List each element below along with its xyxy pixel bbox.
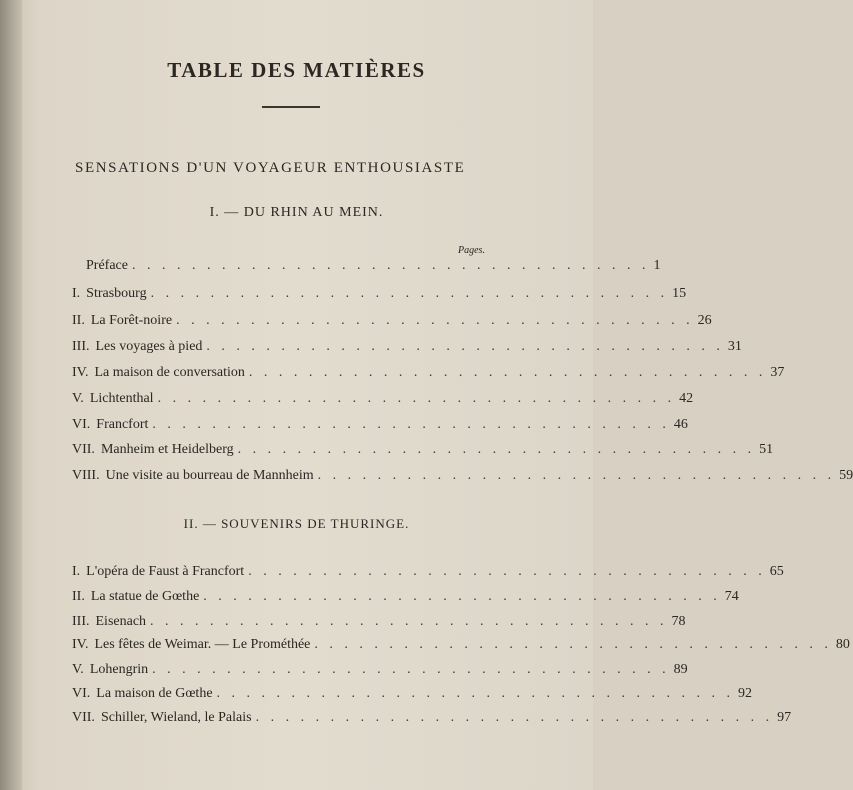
leader-dots: . . . . . . . . . . . . . . . . . . . . . . . . . . . . . . . . . . . [150, 614, 668, 629]
entry-number: V. [72, 662, 84, 677]
entry-title: La maison de conversation [94, 365, 245, 380]
pages-column-label: Pages. [458, 245, 485, 256]
leader-dots: . . . . . . . . . . . . . . . . . . . . . . . . . . . . . . . . . . . [216, 686, 735, 701]
toc-entry [74, 258, 661, 280]
entry-title: La Forêt-noire [90, 313, 173, 328]
toc-entry [72, 365, 785, 387]
toc-entry [72, 313, 712, 335]
entry-page: 51 [759, 442, 774, 457]
leader-dots: . . . . . . . . . . . . . . . . . . . . . . . . . . . . . . . . . . . [152, 662, 670, 677]
entry-page: 37 [770, 365, 785, 380]
entry-page: 31 [727, 339, 742, 354]
entry-title: L'opéra de Faust à Francfort [86, 564, 245, 579]
entry-page: 46 [673, 417, 688, 432]
book-gutter [0, 0, 22, 790]
entry-number: IV. [72, 365, 89, 380]
entry-page: 65 [769, 564, 784, 579]
entry-page: 89 [673, 662, 688, 677]
entry-number: II. [72, 313, 85, 328]
entry-title: Lohengrin [89, 662, 149, 677]
entry-number: VII. [72, 442, 95, 457]
entry-page: 1 [653, 258, 661, 273]
page-title: TABLE DES MATIÈRES [167, 58, 426, 82]
entry-page: 92 [738, 686, 753, 701]
toc-entry [72, 417, 688, 439]
toc-entry [72, 391, 694, 413]
entry-title: Une visite au bourreau de Mannheim [105, 468, 314, 483]
entry-number: I. [72, 286, 81, 301]
entry-page: 42 [679, 391, 694, 406]
entry-page: 80 [835, 637, 850, 652]
entry-page: 74 [724, 589, 739, 604]
entry-number: II. [72, 589, 85, 604]
entry-page: 78 [671, 614, 686, 629]
entry-number: I. [72, 564, 81, 579]
entry-number: VII. [72, 710, 95, 725]
entry-title: Préface [86, 258, 128, 273]
toc-entry [72, 442, 774, 464]
toc-entry [72, 339, 742, 361]
entry-number: V. [72, 391, 84, 406]
entry-title: Schiller, Wieland, le Palais [100, 710, 252, 725]
entry-number: IV. [72, 637, 89, 652]
entry-number: VIII. [72, 468, 100, 483]
leader-dots: . . . . . . . . . . . . . . . . . . . . . . . . . . . . . . . . . . . [176, 313, 694, 328]
toc-entry [72, 662, 688, 684]
leader-dots: . . . . . . . . . . . . . . . . . . . . . . . . . . . . . . . . . . . [237, 442, 756, 457]
entry-title: La maison de Gœthe [96, 686, 213, 701]
leader-dots: . . . . . . . . . . . . . . . . . . . . . . . . . . . . . . . . . . . [152, 417, 670, 432]
leader-dots: . . . . . . . . . . . . . . . . . . . . . . . . . . . . . . . . . . . [131, 258, 650, 273]
leader-dots: . . . . . . . . . . . . . . . . . . . . . . . . . . . . . . . . . . . [248, 365, 767, 380]
entry-page: 15 [672, 286, 687, 301]
leader-dots: . . . . . . . . . . . . . . . . . . . . . . . . . . . . . . . . . . . [314, 637, 832, 652]
entry-page: 97 [777, 710, 792, 725]
title-rule [262, 106, 320, 108]
entry-number: VI. [72, 417, 91, 432]
toc-entry [72, 589, 739, 611]
entry-title: Strasbourg [86, 286, 147, 301]
leader-dots: . . . . . . . . . . . . . . . . . . . . . . . . . . . . . . . . . . . [255, 710, 774, 725]
entry-title: Eisenach [95, 614, 147, 629]
toc-entry [72, 637, 850, 659]
toc-entry [72, 710, 792, 732]
entry-number: III. [72, 614, 90, 629]
entry-number: III. [72, 339, 90, 354]
leader-dots: . . . . . . . . . . . . . . . . . . . . . . . . . . . . . . . . . . . [248, 564, 766, 579]
entry-title: Manheim et Heidelberg [100, 442, 234, 457]
toc-entry [72, 614, 686, 636]
entry-title: Lichtenthal [89, 391, 154, 406]
leader-dots: . . . . . . . . . . . . . . . . . . . . . . . . . . . . . . . . . . . [206, 339, 724, 354]
entry-title: La statue de Gœthe [90, 589, 200, 604]
leader-dots: . . . . . . . . . . . . . . . . . . . . . . . . . . . . . . . . . . . [317, 468, 836, 483]
toc-entry [72, 686, 753, 708]
toc-entry [72, 286, 687, 308]
section-title: SENSATIONS D'UN VOYAGEUR ENTHOUSIASTE [75, 160, 466, 176]
entry-title: Les fêtes de Weimar. — Le Prométhée [94, 637, 311, 652]
part1-title: I. — DU RHIN AU MEIN. [209, 205, 384, 220]
toc-entry [72, 468, 853, 490]
leader-dots: . . . . . . . . . . . . . . . . . . . . . . . . . . . . . . . . . . . [150, 286, 669, 301]
entry-page: 26 [697, 313, 712, 328]
leader-dots: . . . . . . . . . . . . . . . . . . . . . . . . . . . . . . . . . . . [157, 391, 676, 406]
toc-entry [72, 564, 784, 586]
entry-title: Francfort [96, 417, 149, 432]
leader-dots: . . . . . . . . . . . . . . . . . . . . . . . . . . . . . . . . . . . [203, 589, 721, 604]
entry-page: 59 [839, 468, 853, 483]
part2-title: II. — SOUVENIRS DE THURINGE. [183, 516, 410, 531]
entry-title: Les voyages à pied [95, 339, 203, 354]
entry-number: VI. [72, 686, 91, 701]
